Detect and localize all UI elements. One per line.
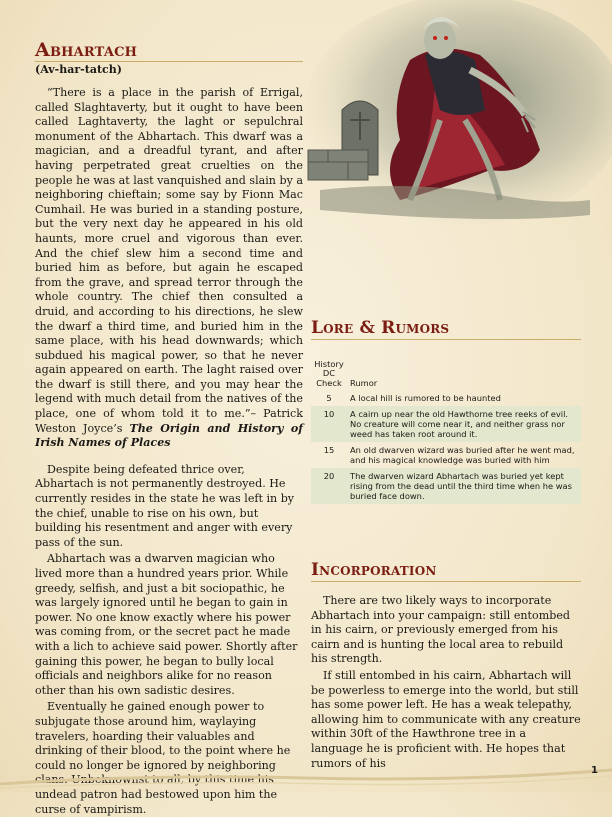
rumor-cell: An old dwarven wizard was buried after he went mad, and his magical knowledge was buried with him	[350, 445, 575, 466]
right-column	[311, 318, 581, 504]
lore-heading: Lore & Rumors	[311, 318, 450, 338]
table-row	[311, 442, 581, 468]
left-column	[35, 40, 303, 817]
page-title: Abhartach	[35, 39, 138, 61]
dc-cell: 15	[323, 445, 335, 456]
page-number: 1	[591, 765, 598, 776]
table-row	[311, 390, 581, 406]
dc-cell: 5	[326, 393, 332, 404]
dc-cell: 20	[311, 468, 347, 504]
body-paragraph: Despite being defeated thrice over, Abhartach is not permanently destroyed. He currently resides in the state he was left in by the chief, unable to rise on his own, but building his resentment and anger with every pass of the sun.	[35, 462, 295, 549]
quote-attribution: – Patrick Weston Joyce’s The Origin and History of Irish Names of Places	[35, 407, 303, 450]
rumor-table	[311, 360, 581, 504]
dc-cell: 10	[311, 406, 347, 442]
lore-divider	[311, 339, 581, 340]
stone-wall-icon	[308, 150, 368, 180]
pronunciation: (Av-har-tatch)	[35, 63, 122, 76]
incorporation-divider	[311, 581, 581, 582]
incorporation-heading: Incorporation	[311, 560, 437, 580]
table-row	[311, 406, 581, 442]
table-row	[311, 468, 581, 504]
table-header-dc: History DC Check	[314, 359, 344, 388]
body-paragraph: There are two likely ways to incorporate Abhartach into your campaign: still entombed in his cairn, or previously emerged from his cairn and is hunting the local area to rebuild his strength.	[311, 594, 570, 666]
rumor-cell: The dwarven wizard Abhartach was buried yet kept rising from the dead until the third time when he was buried face down.	[347, 468, 581, 504]
body-paragraph: Eventually he gained enough power to subjugate those around him, waylaying travelers, hoarding their valuables and drinking of their blood, to the point where he could no longer be ignored by neighboring clans. Unbeknownst to all, by this time his undead patron had bestowed upon him the curse of vampirism.	[35, 700, 291, 816]
incorporation-section	[311, 560, 581, 771]
body-paragraph: Abhartach was a dwarven magician who lived more than a hundred years prior. While greedy, selfish, and just a bit sociopathic, he was largely ignored until he began to gain in power. No one know exactly where his power was coming from, or the secret pact he made with a lich to achieve said power. Shortly after gaining this power, he began to bully local officials and neighbors alike for no reason other than his own sadistic desires.	[35, 552, 298, 697]
legend-quote: “There is a place in the parish of Errigal, called Slaghtaverty, but it ought to have been called Laghtaverty, the laght or sepulchral monument of the Abhartach. This dwarf was a magician, and a dreadful tyrant, and after having perpetrated great cruelties on the people he was at last vanquished and slain by a neighboring chieftain; some say by Fionn Mac Cumhail. He was buried in a standing posture, but the very next day he appeared in his old haunts, more cruel and vigorous than ever. And the chief slew him a second time and buried him as before, but again he escaped from the grave, and spread terror through the whole country. The chief then consulted a druid, and according to his directions, he slew the dwarf a third time, and buried him in the same place, with his head downwards; which subdued his magical power, so that he never again appeared on earth. The laght raised over the dwarf is still there, and you may hear the legend with much detail from the natives of the place, one of whom told it to me.”– Patrick Weston Joyce’s The Origin and History of Irish Names of Places	[35, 86, 303, 450]
rumor-cell: A local hill is rumored to be haunted	[350, 393, 501, 404]
rumor-cell: A cairn up near the old Hawthorne tree reeks of evil. No creature will come near it, and neither grass nor weed has taken root around it.	[347, 406, 581, 442]
vampire-illustration	[290, 0, 612, 235]
body-paragraph: If still entombed in his cairn, Abhartach will be powerless to emerge into the world, but still has some power left. He has a weak telepathy, allowing him to communicate with any creature within 30ft of the Hawthrone tree in a language he is proficient with. He hopes that rumors of his	[311, 668, 581, 770]
table-header-rumor: Rumor	[350, 378, 378, 389]
title-divider	[35, 61, 303, 62]
footer-ornament-icon	[0, 760, 612, 792]
